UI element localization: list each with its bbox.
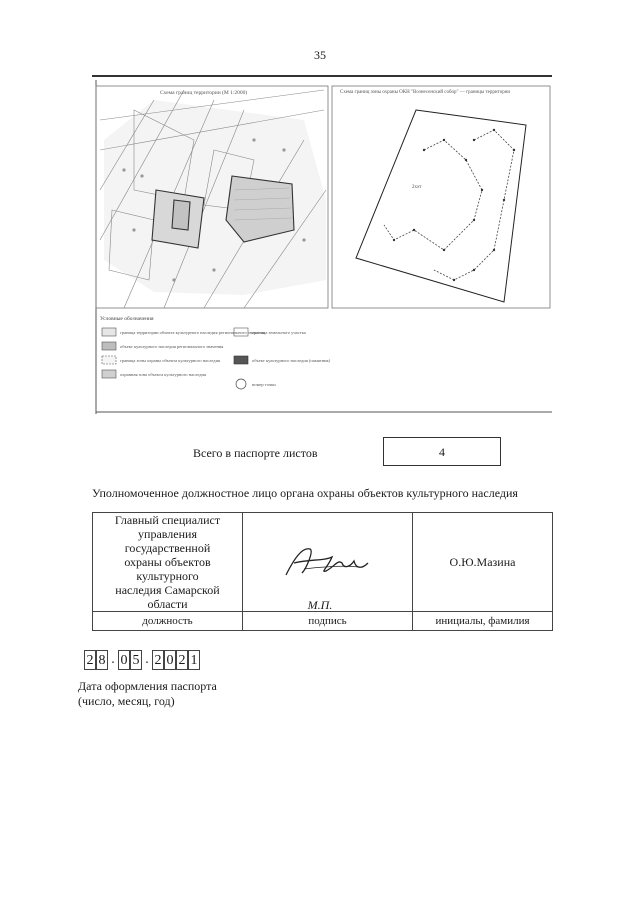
pages-label: Всего в паспорте листов (193, 446, 318, 460)
svg-text:граница земельного участка: граница земельного участка (252, 330, 306, 335)
name-cell: О.Ю.Мазина (413, 513, 553, 612)
signature-cell (243, 513, 413, 612)
authorized-official-line: Уполномоченное должностное лицо органа охраны объектов культурного наследия (92, 486, 518, 500)
date-digit: 0 (118, 650, 130, 670)
date-separator: . (111, 652, 115, 667)
city-map (96, 86, 328, 308)
caption-signature: подпись (243, 612, 413, 631)
svg-text:охранная зона объекта культурн: охранная зона объекта культурного наследия (120, 372, 207, 377)
date-digit: 5 (130, 650, 142, 670)
map-right-title: Схема границ зоны охраны ОКН "Вознесенский собор" — границы территории (340, 90, 511, 95)
svg-text:объект культурного наследия (п: объект культурного наследия (памятник) (252, 358, 331, 363)
date-digit: 2 (152, 650, 164, 670)
position-cell: Главный специалист управления государственной охраны объектов культурного наследия Самарской области (93, 513, 243, 612)
signature-table (92, 512, 553, 631)
caption-name: инициалы, фамилия (413, 612, 553, 631)
date-digit: 8 (96, 650, 108, 670)
site-plan-figure (94, 80, 552, 414)
pages-count-box: 4 (383, 437, 501, 466)
svg-text:номер точки: номер точки (252, 382, 276, 387)
svg-text:объект культурного наследия ре: объект культурного наследия регионального значения (120, 344, 224, 349)
stamp-place: М.П. (307, 598, 333, 612)
date-separator: . (145, 652, 149, 667)
page-number: 35 (314, 48, 326, 62)
date-digit: 2 (84, 650, 96, 670)
date-digit: 2 (176, 650, 188, 670)
date-digit: 1 (188, 650, 200, 670)
map-right-label: 2хэт (412, 185, 422, 190)
caption-position: должность (93, 612, 243, 631)
map-left-title: Схема границ территории (М 1:2000) (160, 90, 248, 96)
legend-title: Условные обозначения (100, 316, 154, 322)
date-digit: 0 (164, 650, 176, 670)
top-rule (92, 75, 552, 77)
svg-text:граница территории объекта кул: граница территории объекта культурного наследия регионального значения (120, 330, 266, 335)
handwritten-signature (280, 539, 376, 583)
svg-text:граница зоны охраны объекта ку: граница зоны охраны объекта культурного наследия (120, 358, 221, 363)
date-caption: Дата оформления паспорта (число, месяц, год) (78, 679, 217, 708)
